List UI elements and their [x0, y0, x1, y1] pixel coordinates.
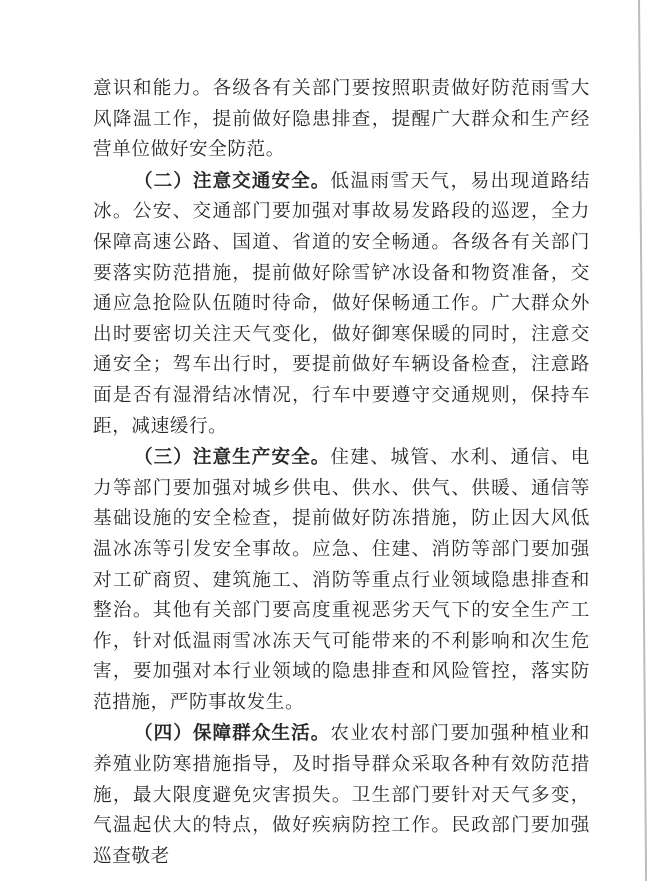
paragraph-section-3 [93, 442, 590, 718]
page-edge-line [638, 0, 647, 881]
paragraph-text: 低温雨雪天气，易出现道路结冰。公安、交通部门要加强对事故易发路段的巡逻，全力保障高速公路、国道、省道的安全畅通。各级各有关部门要落实防范措施，提前做好除雪铲冰设备和物资准备，交通应急抢险队伍随时待命，做好保畅通工作。广大群众外出时要密切关注天气变化，做好御寒保暖的同时，注意交通安全；驾车出行时，要提前做好车辆设备检查，注意路面是否有湿滑结冰情况，行车中要遵守交通规则，保持车距，减速缓行。 [93, 170, 590, 437]
paragraph-continuation [93, 74, 590, 166]
paragraph-text: 农业农村部门要加强种植业和养殖业防寒措施指导，及时指导群众采取各种有效防范措施，最大限度避免灾害损失。卫生部门要针对天气多变，气温起伏大的特点，做好疾病防控工作。民政部门要加强巡查敬老 [93, 723, 590, 867]
section-heading: （三）注意生产安全。 [134, 446, 331, 468]
section-heading: （二）注意交通安全。 [134, 169, 331, 191]
section-heading: （四）保障群众生活。 [134, 722, 331, 744]
document-body [93, 74, 590, 872]
paragraph-text: 住建、城管、水利、通信、电力等部门要加强对城乡供电、供水、供气、供暖、通信等基础设施的安全检查，提前做好防冻措施，防止因大风低温冰冻等引发安全事故。应急、住建、消防等部门要加强对工矿商贸、建筑施工、消防等重点行业领域隐患排查和整治。其他有关部门要高度重视恶劣天气下的安全生产工作，针对低温雨雪冰冻天气可能带来的不利影响和次生危害，要加强对本行业领域的隐患排查和风险管控，落实防范措施，严防事故发生。 [93, 447, 590, 713]
paragraph-section-2 [93, 166, 590, 442]
paragraph-section-4 [93, 718, 590, 872]
paragraph-text: 意识和能力。各级各有关部门要按照职责做好防范雨雪大风降温工作，提前做好隐患排查，提醒广大群众和生产经营单位做好安全防范。 [93, 78, 590, 161]
